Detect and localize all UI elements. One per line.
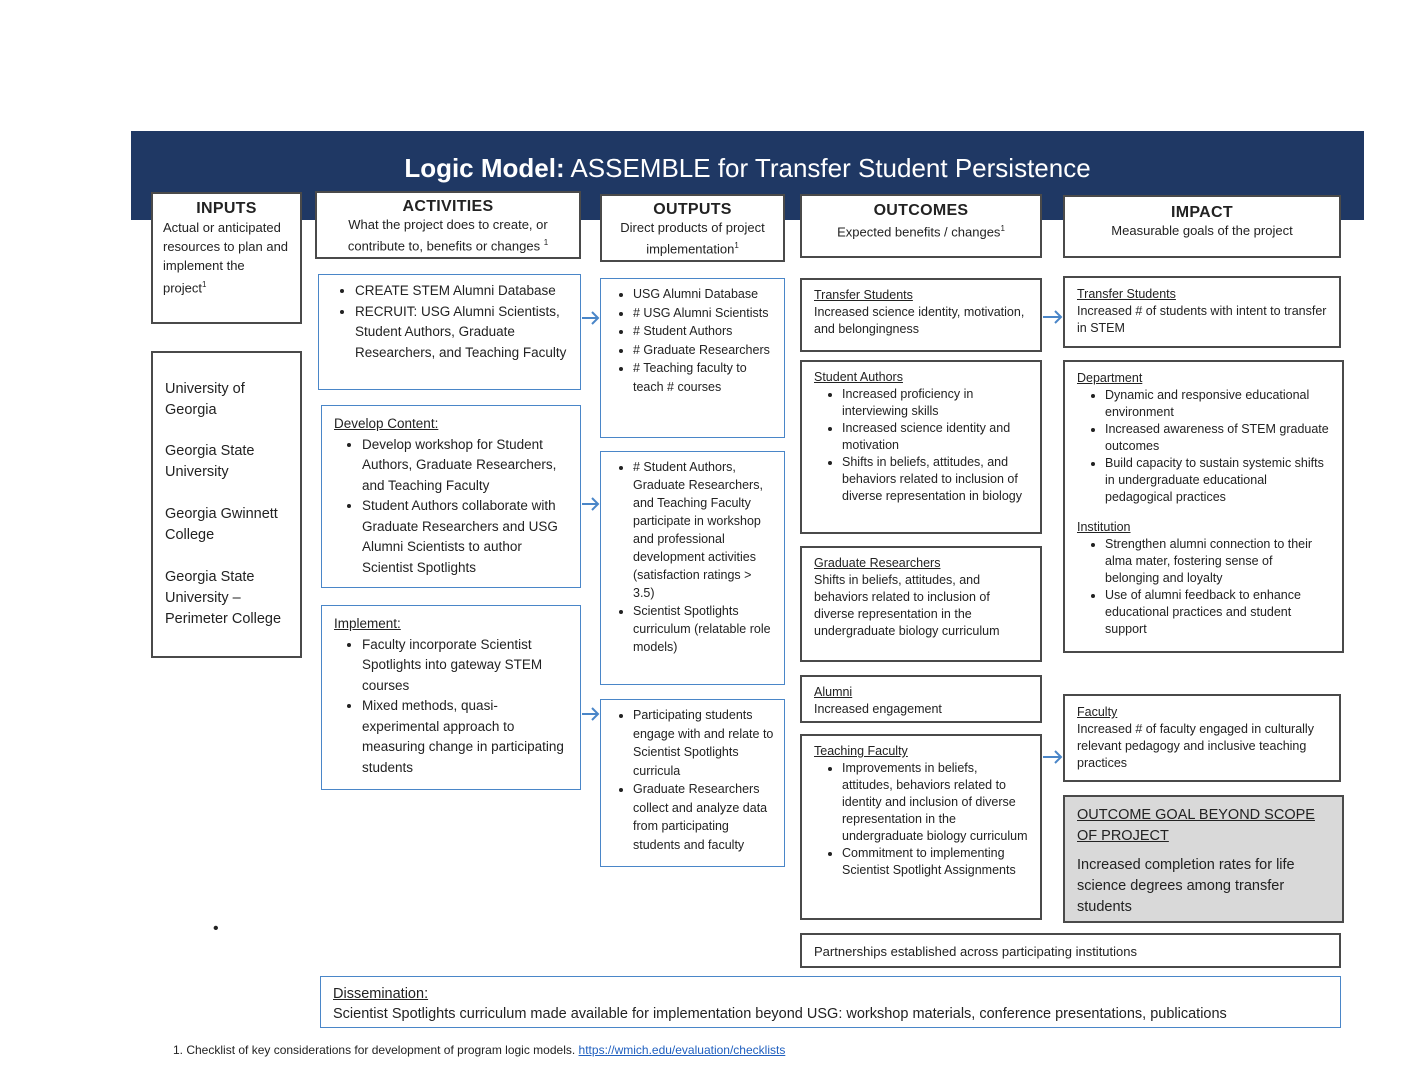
outcome-alumni: Alumni Increased engagement [800,675,1042,723]
arrow-icon [1042,749,1064,765]
implement-title: Implement: [334,616,401,631]
outputs-group-1 [600,278,785,438]
activities-develop-box [321,405,581,588]
outcome-transfer-students: Transfer Students Increased science identity, motivation, and belongingness [800,278,1042,352]
outputs-header: OUTPUTS Direct products of project implementation$^1$ [600,194,785,262]
arrow-icon [581,706,601,722]
inputs-institutions [151,351,302,658]
stray-bullet: • [213,920,219,937]
output-item: • # Student Authors, Graduate Researchers, and Teaching Faculty participate in workshop and professional development activities (satisfaction ratings > 3.5) [633,458,776,602]
impact-header: IMPACT Measurable goals of the project [1063,195,1341,258]
activities-implement-box [321,605,581,790]
impact-item: • Use of alumni feedback to enhance educational practices and student support [1105,587,1330,638]
impact-item: • Increased awareness of STEM graduate outcomes [1105,421,1330,455]
impact-transfer-students: Transfer Students Increased # of students with intent to transfer in STEM [1063,276,1341,348]
footnote: 1. Checklist of key considerations for development of program logic models. https://wmich.edu/evaluation/checklists [173,1043,786,1057]
impact-outcome-goal: OUTCOME GOAL BEYOND SCOPE OF PROJECT Increased completion rates for life science degrees among transfer students [1063,795,1344,923]
outcome-student-authors: Student Authors • Increased proficiency in interviewing skills • Increased science identity and motivation • Shifts in beliefs, attitudes, and behaviors related to inclusion of diverse representation in biology [800,360,1042,534]
impact-department-institution: Department • Dynamic and responsive educational environment • Increased awareness of STEM graduate outcomes • Build capacity to sustain systemic shifts in undergraduate educational pedagogical practices Institution • Strengthen alumni connection to their alma mater, fostering sense of belonging and loyalty • Use of alumni feedback to enhance educational practices and student support [1063,360,1344,653]
outcome-item: • Increased science identity and motivation [842,420,1028,454]
impact-faculty: Faculty Increased # of faculty engaged in culturally relevant pedagogy and inclusive teaching practices [1063,694,1341,782]
activity-item: • CREATE STEM Alumni Database [355,281,570,302]
activity-item: • Mixed methods, quasi-experimental approach to measuring change in participating students [362,696,570,778]
outcome-item: • Improvements in beliefs, attitudes, behaviors related to identity and inclusion of diverse representation in the undergraduate biology curriculum [842,760,1028,845]
inputs-header: INPUTS Actual or anticipated resources to plan and implement the project$^1$ [151,192,302,324]
institution-1: University of Georgia [165,381,245,418]
activities-header: ACTIVITIES What the project does to create, or contribute to, benefits or changes $^1$ [315,191,581,259]
activity-item: • Develop workshop for Student Authors, Graduate Researchers, and Teaching Faculty [362,435,570,497]
outcome-graduate-researchers: Graduate Researchers Shifts in beliefs, attitudes, and behaviors related to inclusion of diverse representation in the undergraduate biology curriculum [800,546,1042,662]
output-item: • Participating students engage with and relate to Scientist Spotlights curricula [633,706,776,780]
arrow-icon [1042,309,1064,325]
impact-item: • Build capacity to sustain systemic shifts in undergraduate educational pedagogical practices [1105,455,1330,506]
outcome-item: • Commitment to implementing Scientist Spotlight Assignments [842,845,1028,879]
dissemination-box: Dissemination: Scientist Spotlights curriculum made available for implementation beyond USG: workshop materials, conference presentations, publications [320,976,1341,1028]
outcomes-header: OUTCOMES Expected benefits / changes$^1$ [800,194,1042,258]
activity-item: • Student Authors collaborate with Graduate Researchers and USG Alumni Scientists to author Scientist Spotlights [362,496,570,578]
outcome-item: • Increased proficiency in interviewing skills [842,386,1028,420]
page-title: Logic Model: ASSEMBLE for Transfer Student Persistence [404,153,1091,183]
output-item: • # Student Authors [633,322,776,341]
output-item: • # USG Alumni Scientists [633,304,776,323]
impact-item: • Dynamic and responsive educational environment [1105,387,1330,421]
output-item: • Graduate Researchers collect and analyze data from participating students and faculty [633,780,776,854]
checklist-link[interactable]: https://wmich.edu/evaluation/checklists [578,1043,786,1057]
output-item: • # Teaching faculty to teach # courses [633,359,776,396]
arrow-icon [581,310,601,326]
output-item: • # Graduate Researchers [633,341,776,360]
activities-create-box [318,274,581,390]
develop-title: Develop Content: [334,416,439,431]
output-item: • USG Alumni Database [633,285,776,304]
arrow-icon [581,496,601,512]
activity-item: • Faculty incorporate Scientist Spotlights into gateway STEM courses [362,635,570,697]
impact-item: • Strengthen alumni connection to their alma mater, fostering sense of belonging and loyalty [1105,536,1330,587]
outputs-group-2 [600,451,785,685]
activity-item: • RECRUIT: USG Alumni Scientists, Student Authors, Graduate Researchers, and Teaching Faculty [355,302,570,364]
institution-3: Georgia Gwinnett College [165,506,278,543]
outcome-item: • Shifts in beliefs, attitudes, and behaviors related to inclusion of diverse representation in biology [842,454,1028,505]
institution-4: Georgia State University – Perimeter College [165,569,282,627]
outputs-group-3 [600,699,785,867]
output-item: • Scientist Spotlights curriculum (relatable role models) [633,602,776,656]
outcome-teaching-faculty: Teaching Faculty • Improvements in beliefs, attitudes, behaviors related to identity and inclusion of diverse representation in the undergraduate biology curriculum • Commitment to implementing Scientist Spotlight Assignments [800,734,1042,920]
outcome-partnerships: Partnerships established across participating institutions [800,933,1341,968]
institution-2: Georgia State University [165,443,255,480]
